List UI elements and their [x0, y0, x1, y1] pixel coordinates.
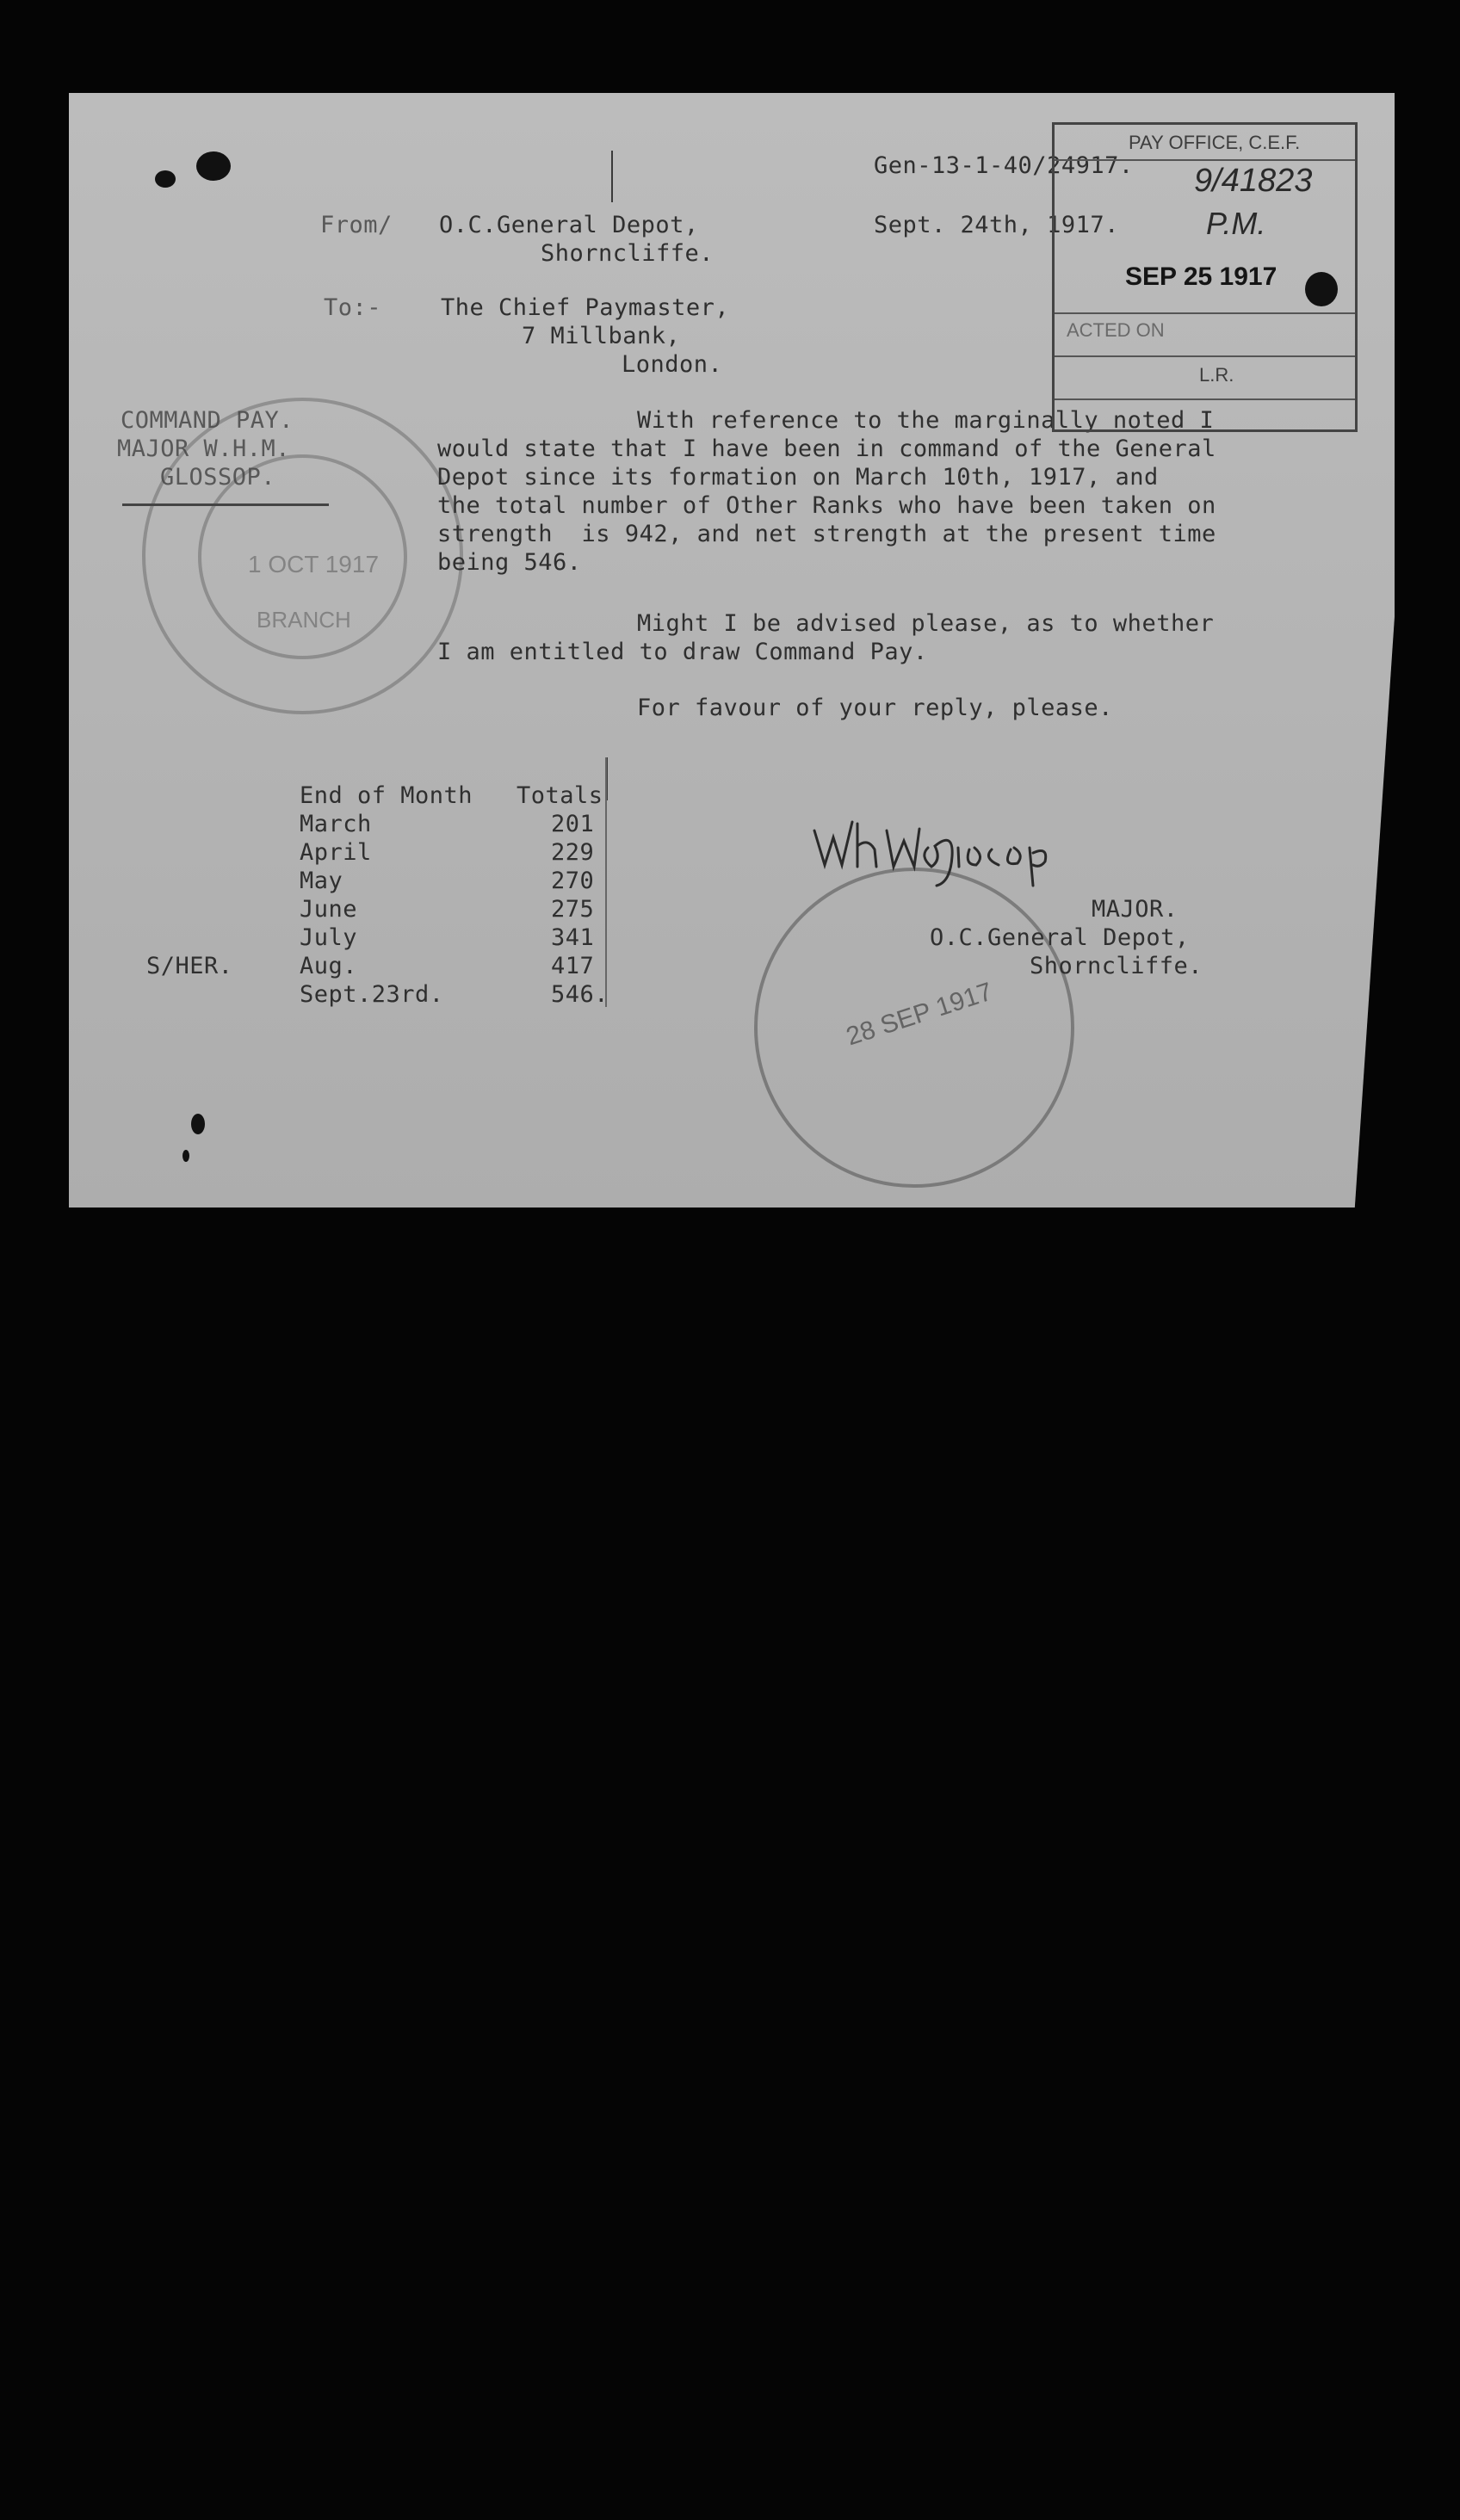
body-line-4: the total number of Other Ranks who have been taken on: [437, 492, 1216, 519]
table-row-month: March: [300, 811, 372, 837]
table-row-month: July: [300, 924, 358, 951]
body-line-5: strength is 942, and net strength at the present time: [437, 521, 1216, 547]
margin-note-line-3: GLOSSOP.: [160, 464, 276, 491]
typist-reference: S/HER.: [146, 953, 233, 979]
body-p2-line-2: I am entitled to draw Command Pay.: [437, 639, 928, 665]
ink-blot: [155, 170, 176, 188]
signatory-rank: MAJOR.: [1092, 896, 1179, 923]
handwritten-signature: [807, 796, 1066, 891]
to-line-1: The Chief Paymaster,: [441, 294, 730, 321]
body-p2-line-1: Might I be advised please, as to whether: [637, 610, 1215, 637]
body-line-1: With reference to the marginally noted I: [637, 407, 1215, 434]
table-row-month: June: [300, 896, 358, 923]
received-circle-stamp-date: 28 SEP 1917: [843, 977, 996, 1052]
table-row-month: Sept.23rd.: [300, 981, 444, 1008]
from-line-1: O.C.General Depot,: [439, 212, 699, 238]
margin-stamp-date: 1 OCT 1917: [248, 551, 380, 578]
stamp-acted-on: ACTED ON: [1067, 319, 1165, 341]
ink-blot: [182, 1150, 189, 1162]
body-line-2: would state that I have been in command of the General: [437, 435, 1216, 462]
margin-note-line-1: COMMAND PAY.: [121, 407, 294, 434]
margin-note-line-2: MAJOR W.H.M.: [117, 435, 291, 462]
margin-stamp-branch: BRANCH: [257, 607, 351, 633]
ink-blot: [191, 1114, 205, 1134]
table-row-month: April: [300, 839, 372, 866]
stamp-office-name: PAY OFFICE, C.E.F.: [1129, 132, 1301, 153]
table-divider: [605, 757, 607, 1007]
from-line-2: Shorncliffe.: [541, 240, 715, 267]
table-row-total: 201: [551, 811, 595, 837]
table-row-total: 417: [551, 953, 595, 979]
file-reference: Gen-13-1-40/24917.: [874, 152, 1134, 179]
to-label: To:-: [324, 294, 382, 321]
table-row-total: 275: [551, 896, 595, 923]
stamp-handwritten-number: 9/41823: [1194, 163, 1313, 199]
ink-blot: [196, 151, 231, 181]
fold-mark: [611, 151, 613, 202]
to-line-3: London.: [622, 351, 723, 378]
stamp-handwritten-initials: P.M.: [1206, 206, 1266, 241]
signatory-line-3: Shorncliffe.: [1030, 953, 1203, 979]
body-line-6: being 546.: [437, 549, 582, 576]
table-row-month: Aug.: [300, 953, 358, 979]
stamp-initials-field: L.R.: [1199, 364, 1234, 386]
table-header-totals: Totals: [517, 782, 603, 809]
letter-date: Sept. 24th, 1917.: [874, 212, 1119, 238]
to-line-2: 7 Millbank,: [522, 323, 681, 349]
table-row-total: 546.: [551, 981, 609, 1008]
table-row-total: 270: [551, 868, 595, 894]
table-header-month: End of Month: [300, 782, 473, 809]
table-row-month: May: [300, 868, 343, 894]
from-label: From/: [320, 212, 393, 238]
table-row-total: 341: [551, 924, 595, 951]
pay-office-stamp: [1052, 122, 1358, 432]
body-line-3: Depot since its formation on March 10th, 1917, and: [437, 464, 1159, 491]
stamp-received-date: SEP 25 1917: [1125, 262, 1278, 291]
table-row-total: 229: [551, 839, 595, 866]
body-p3: For favour of your reply, please.: [637, 695, 1113, 721]
signatory-line-2: O.C.General Depot,: [930, 924, 1190, 951]
